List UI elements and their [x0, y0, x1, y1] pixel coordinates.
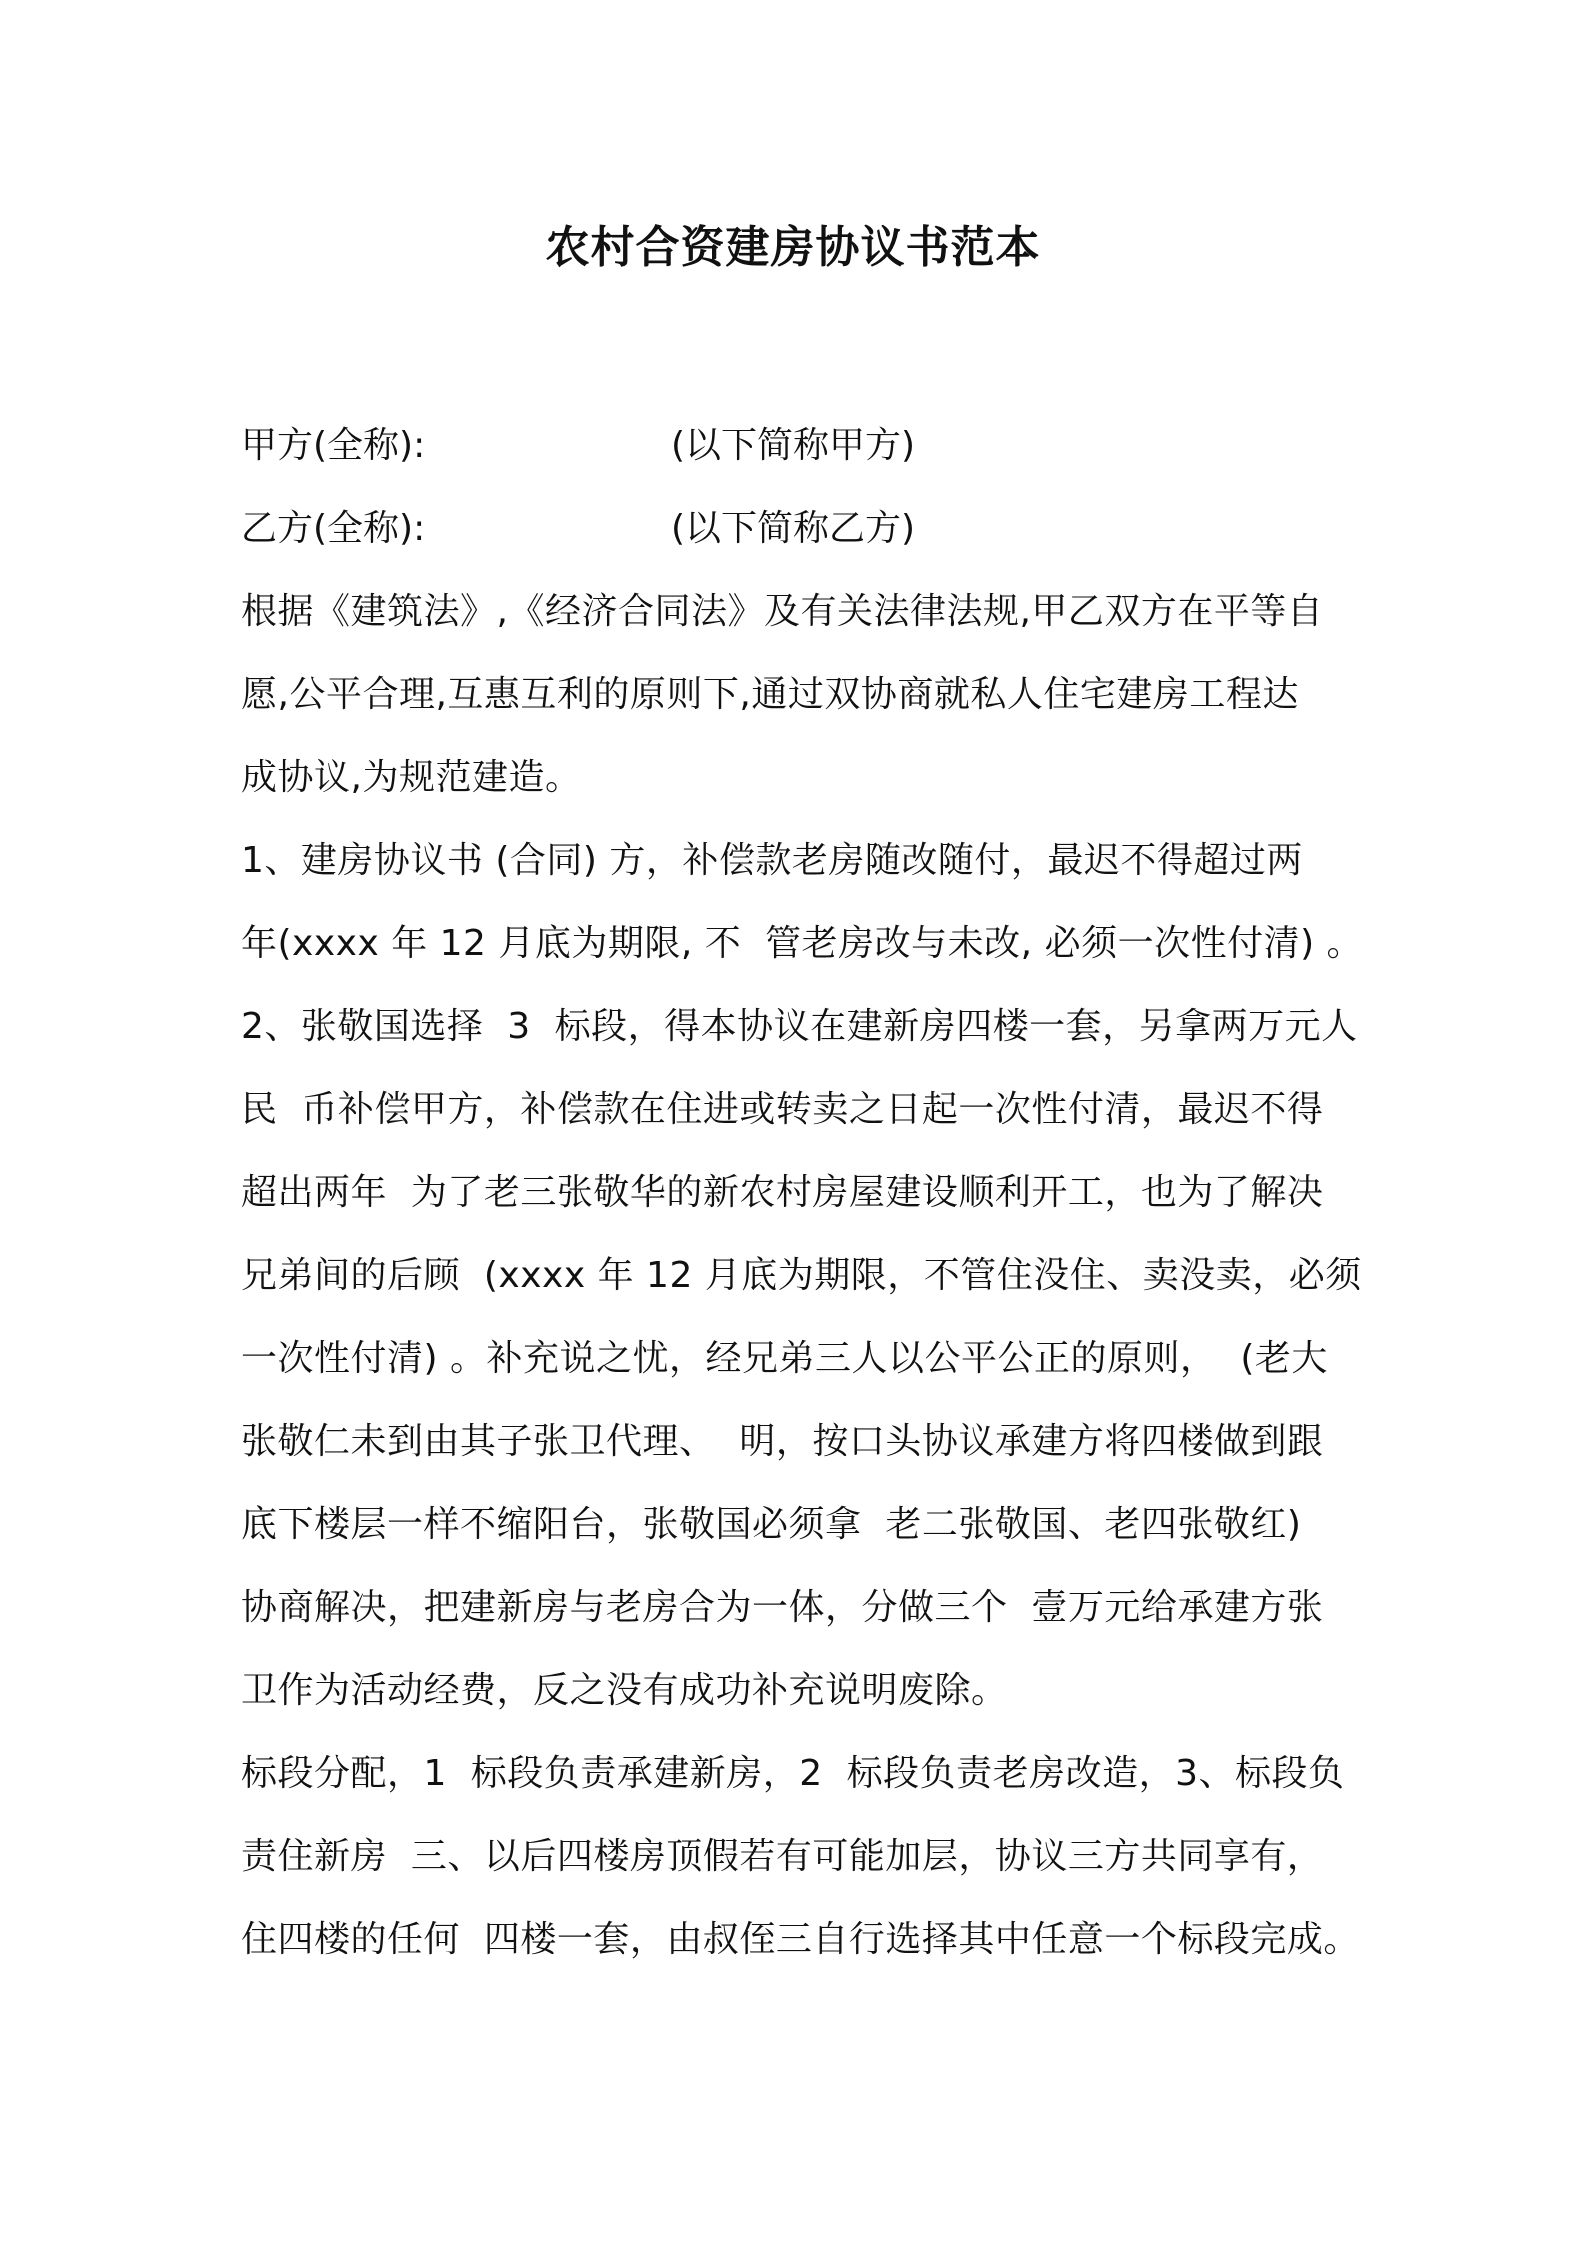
body-line: 一次性付清) 。补充说之忧，经兄弟三人以公平公正的原则， (老大	[241, 1338, 1328, 1379]
body-line: 超出两年 为了老三张敬华的新农村房屋建设顺利开工，也为了解决	[241, 1172, 1324, 1213]
body-line: 张敬仁未到由其子张卫代理、 明，按口头协议承建方将四楼做到跟	[241, 1421, 1324, 1462]
body-line: 责住新房 三、以后四楼房顶假若有可能加层，协议三方共同享有，	[241, 1836, 1324, 1877]
body-line: 兄弟间的后顾 (xxxx 年 12 月底为期限，不管住没住、卖没卖，必须	[241, 1255, 1362, 1296]
body-line: 卫作为活动经费，反之没有成功补充说明废除。	[241, 1670, 1008, 1711]
party-a-row	[241, 404, 1371, 487]
body-line: 底下楼层一样不缩阳台，张敬国必须拿 老二张敬国、老四张敬红)	[241, 1504, 1302, 1545]
party-b-row	[241, 487, 1371, 570]
body-line: 标段分配，1 标段负责承建新房，2 标段负责老房改造，3、标段负	[241, 1753, 1345, 1794]
body-line: 1、建房协议书 (合同) 方，补偿款老房随改随付，最迟不得超过两	[241, 840, 1303, 881]
body-line: 协商解决，把建新房与老房合为一体，分做三个 壹万元给承建方张	[241, 1587, 1324, 1628]
party-a-label: 甲方(全称):	[241, 425, 426, 466]
document-title: 农村合资建房协议书范本	[545, 222, 1041, 273]
party-b-note: (以下简称乙方)	[671, 508, 916, 549]
body-line: 愿,公平合理,互惠互利的原则下,通过双协商就私人住宅建房工程达	[241, 674, 1299, 715]
party-a-note: (以下简称甲方)	[671, 425, 916, 466]
body-line: 2、张敬国选择 3 标段，得本协议在建新房四楼一套，另拿两万元人	[241, 1006, 1358, 1047]
body-line: 住四楼的任何 四楼一套，由叔侄三自行选择其中任意一个标段完成。	[241, 1919, 1360, 1960]
document-body	[241, 404, 1371, 1981]
body-line: 年(xxxx 年 12 月底为期限, 不 管老房改与未改, 必须一次性付清) 。	[241, 923, 1364, 964]
body-line: 根据《建筑法》,《经济合同法》及有关法律法规,甲乙双方在平等自	[241, 591, 1324, 632]
party-b-label: 乙方(全称):	[241, 508, 426, 549]
body-line: 民 币补偿甲方，补偿款在住进或转卖之日起一次性付清，最迟不得	[241, 1089, 1324, 1130]
body-line: 成协议,为规范建造。	[241, 757, 582, 798]
